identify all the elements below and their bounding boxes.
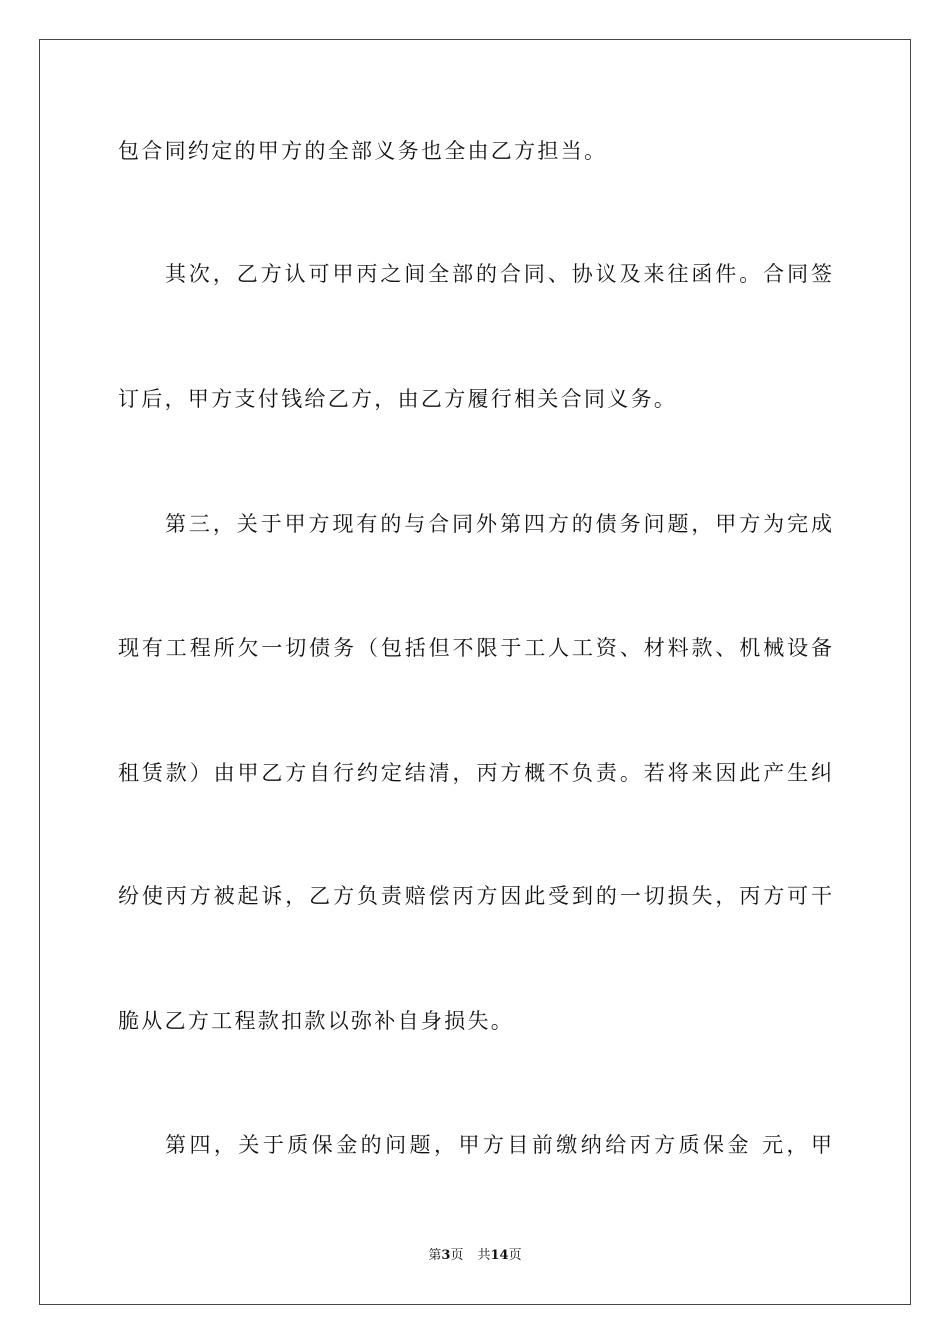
paragraph-line: 纷使丙方被起诉，乙方负责赔偿丙方因此受到的一切损失，丙方可干 [118, 884, 832, 908]
total-prefix: 共 [477, 1248, 491, 1263]
paragraph-line: 租赁款）由甲乙方自行约定结清，丙方概不负责。若将来因此产生纠 [118, 761, 832, 785]
total-pages: 14 [490, 1248, 509, 1263]
paragraph-line: 第三，关于甲方现有的与合同外第四方的债务问题，甲方为完成 [165, 512, 832, 536]
page-number: 3 [441, 1248, 451, 1263]
page-prefix: 第 [428, 1248, 442, 1263]
paragraph-line: 第四，关于质保金的问题，甲方目前缴纳给丙方质保金 元，甲 [165, 1133, 832, 1157]
total-suffix: 页 [508, 1248, 522, 1263]
paragraph-line: 现有工程所欠一切债务（包括但不限于工人工资、材料款、机械设备 [118, 636, 832, 660]
paragraph-line: 包合同约定的甲方的全部义务也全由乙方担当。 [118, 139, 608, 163]
page-suffix: 页 [450, 1248, 464, 1263]
paragraph-line: 其次，乙方认可甲丙之间全部的合同、协议及来往函件。合同签 [165, 262, 832, 286]
paragraph-line: 脆从乙方工程款扣款以弥补自身损失。 [118, 1009, 515, 1033]
page-footer [0, 1244, 950, 1263]
paragraph-line: 订后，甲方支付钱给乙方，由乙方履行相关合同义务。 [118, 387, 678, 411]
page-border [39, 39, 911, 1305]
